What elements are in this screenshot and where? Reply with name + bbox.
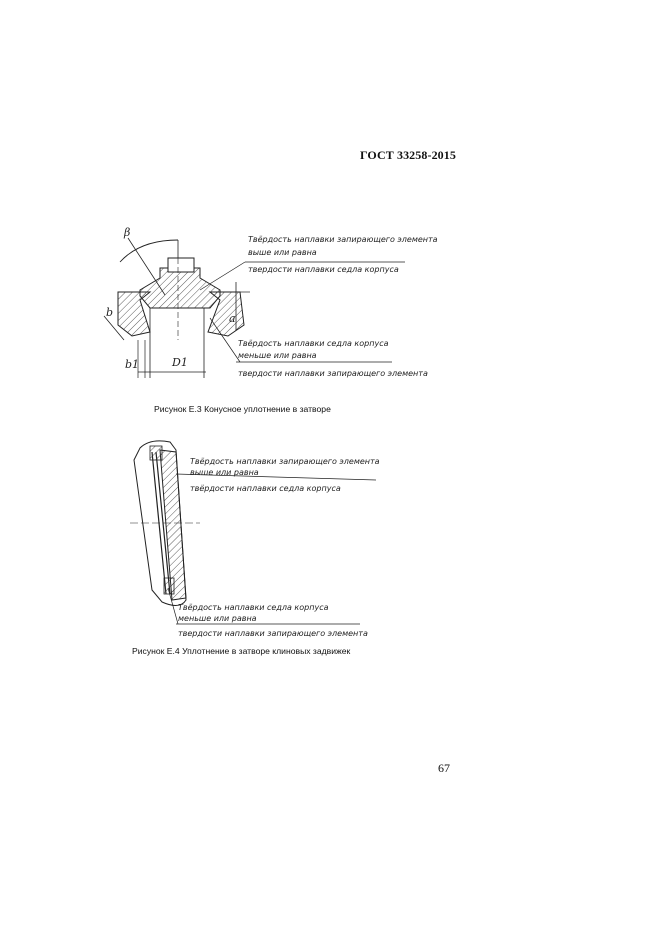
e4-note-bottom-line3: твердости наплавки запирающего элемента bbox=[178, 629, 368, 638]
seal-top-block bbox=[150, 446, 162, 460]
e4-note-top-line2: выше или равна bbox=[190, 468, 259, 477]
a-label: a bbox=[229, 312, 236, 325]
beta-label: β bbox=[124, 226, 131, 239]
e4-note-top-line3: твёрдости наплавки седла корпуса bbox=[190, 484, 341, 493]
e4-note-bottom-line1: Твёрдость наплавки седла корпуса bbox=[178, 603, 329, 612]
e3-note-bottom-line2: меньше или равна bbox=[238, 351, 317, 360]
figure-e4-caption: Рисунок Е.4 Уплотнение в затворе клиновых задвижек bbox=[132, 646, 351, 656]
e3-note-bottom-line3: твердости наплавки запирающего элемента bbox=[238, 369, 428, 378]
e3-note-top-line1: Твёрдость наплавки запирающего элемента bbox=[248, 235, 438, 244]
b1-label: b1 bbox=[125, 358, 140, 371]
e4-note-bottom-line2: меньше или равна bbox=[178, 614, 257, 623]
page-number: 67 bbox=[438, 761, 450, 775]
e3-note-bottom-line1: Твёрдость наплавки седла корпуса bbox=[238, 339, 389, 348]
e3-note-top-line3: твердости наплавки седла корпуса bbox=[248, 265, 399, 274]
b-label: b bbox=[106, 306, 114, 319]
figure-e3-caption: Рисунок Е.3 Конусное уплотнение в затворе bbox=[154, 404, 331, 414]
d1-label: D1 bbox=[172, 356, 188, 369]
e3-note-top-line2: выше или равна bbox=[248, 248, 317, 257]
e4-note-top-line1: Твёрдость наплавки запирающего элемента bbox=[190, 457, 380, 466]
document-header-code: ГОСТ 33258-2015 bbox=[360, 148, 456, 162]
